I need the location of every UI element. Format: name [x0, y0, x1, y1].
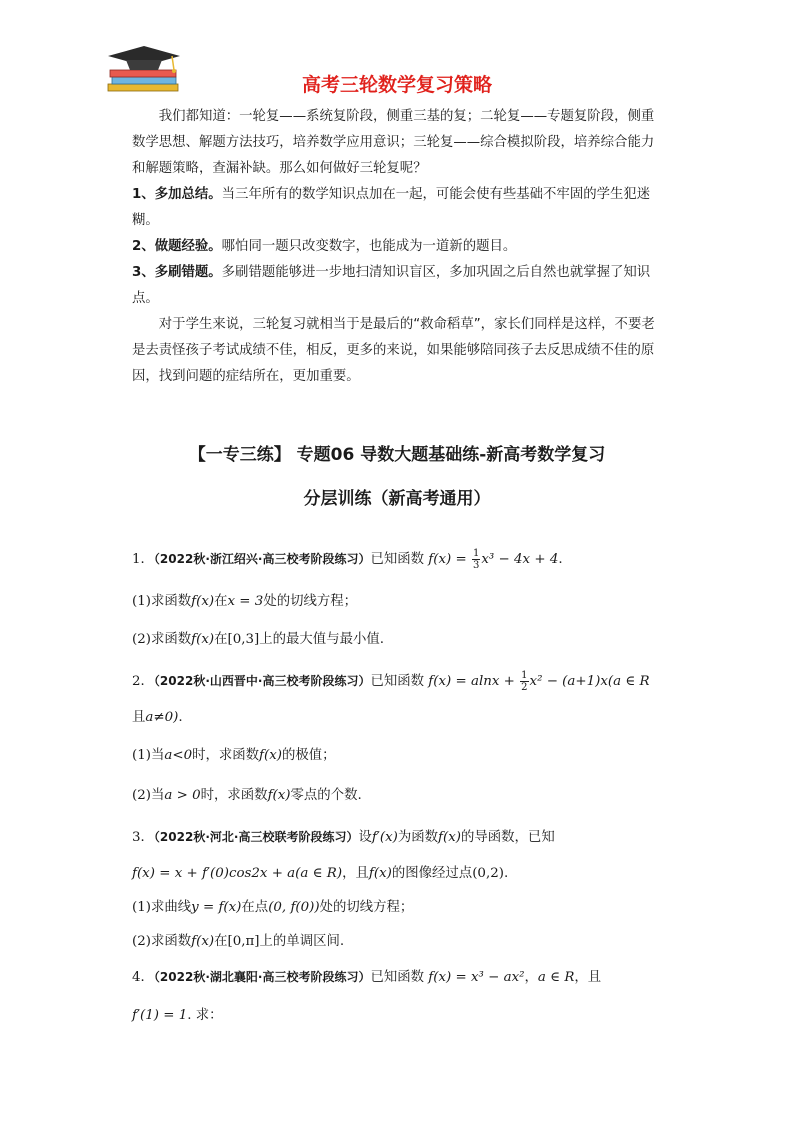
problem-3-equation: f(x) = x + f′(0)cos2x + a(a ∈ R)，且f(x)的图像经过点(0,2).	[132, 866, 509, 881]
problem-source: （2022秋·浙江绍兴·高三校考阶段练习）	[153, 552, 371, 566]
section-title-line2: 分层训练（新高考通用）	[303, 489, 491, 509]
section-title-line1: 【一专三练】 专题06 导数大题基础练-新高考数学复习	[188, 445, 606, 465]
problem-3-part-2: (2)求函数f(x)在[0,π]上的单调区间.	[132, 934, 345, 949]
tip-item	[132, 234, 662, 260]
problem-source: （2022秋·湖北襄阳·高三校考阶段练习）	[153, 970, 371, 984]
problem-1-part-1: (1)求函数f(x)在x = 3处的切线方程；	[132, 594, 358, 609]
problem-3-stem: 3．（2022秋·河北·高三校联考阶段练习）设f′(x)为函数f(x)的导函数，已知	[132, 830, 555, 845]
problem-4-line-2: f′(1) = 1. 求：	[132, 1008, 223, 1023]
tip-label: 2、做题经验。	[132, 239, 222, 254]
intro-section	[132, 104, 662, 390]
problem-2-part-1: (1)当a<0时，求函数f(x)的极值；	[132, 748, 336, 763]
tip-label: 1、多加总结。	[132, 187, 222, 202]
problem-2-condition: 且a≠0).	[132, 710, 183, 725]
problem-source: （2022秋·河北·高三校联考阶段练习）	[153, 830, 359, 844]
fraction: $\frac{1}{2}$	[521, 670, 528, 693]
tip-item	[132, 182, 662, 234]
problem-1-stem: 1．（2022秋·浙江绍兴·高三校考阶段练习）已知函数 f(x) = $\frac{1}{3}$ x³ − 4x + 4.	[132, 548, 563, 571]
tip-text: 哪怕同一题只改变数字，也能成为一道新的题目。	[221, 239, 517, 254]
document-title: 高考三轮数学复习策略	[301, 74, 492, 96]
intro-paragraph: 对于学生来说，三轮复习就相当于是最后的“救命稻草”，家长们同样是这样，不要老是去责怪孩子考试成绩不佳，相反，更多的来说，如果能够陪同孩子去反思成绩不佳的原因，找到问题的症结所在，更加重要。	[132, 317, 655, 384]
problem-1-part-2: (2)求函数f(x)在[0,3]上的最大值与最小值.	[132, 632, 385, 647]
fraction: $\frac{1}{3}$	[472, 548, 480, 571]
problem-3-part-1: (1)求曲线y = f(x)在点(0, f(0))处的切线方程；	[132, 900, 414, 915]
tip-label: 3、多刷错题。	[132, 265, 222, 280]
intro-paragraph: 我们都知道：一轮复——系统复阶段，侧重三基的复；二轮复——专题复阶段，侧重数学思想、解题方法技巧，培养数学应用意识；三轮复——综合模拟阶段，培养综合能力和解题策略，查漏补缺。那么如何做好三轮复呢？	[132, 109, 655, 176]
problem-source: （2022秋·山西晋中·高三校考阶段练习）	[153, 674, 371, 688]
tip-text: 当三年所有的数学知识点加在一起，可能会使有些基础不牢固的学生犯迷糊。	[132, 187, 651, 228]
problem-2-part-2: (2)当a > 0时，求函数f(x)零点的个数.	[132, 788, 362, 803]
tip-item	[132, 260, 662, 312]
problem-4-stem: 4．（2022秋·湖北襄阳·高三校考阶段练习）已知函数 f(x) = x³ − ax²，a ∈ R，且	[132, 970, 602, 985]
problem-2-stem: 2．（2022秋·山西晋中·高三校考阶段练习）已知函数 f(x) = alnx + $\frac{1}{2}$ x² − (a+1)x(a ∈ R	[132, 670, 650, 693]
tip-text: 多刷错题能够进一步地扫清知识盲区，多加巩固之后自然也就掌握了知识点。	[132, 265, 651, 306]
